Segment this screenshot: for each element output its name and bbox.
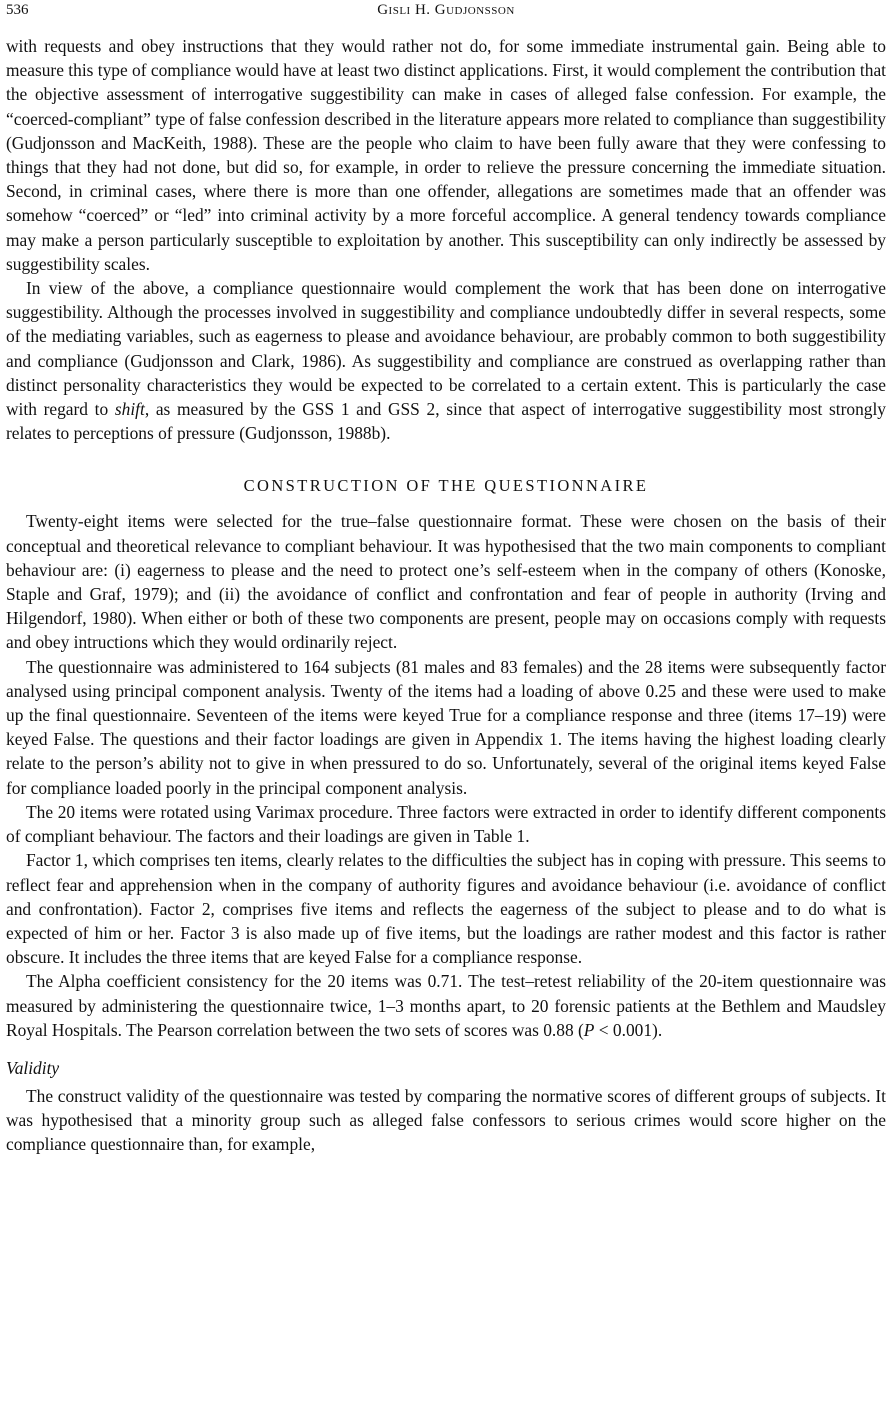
- intro-paragraph-2: [6, 276, 886, 445]
- intro-paragraph-2-italic-term: shift: [114, 399, 145, 420]
- section-paragraph-5: [6, 969, 886, 1042]
- page: [6, 0, 886, 1157]
- section-paragraph-5-text-a: The Alpha coefficient consistency for the 20 items was 0.71. The test–retest reliability of the 20-item questionnaire was measured by administering the questionnaire twice, 1–3 months apart, to 20 forensic patients at the Bethlem and Maudsley Royal Hospitals. The Pearson correlation between the two sets of scores was 0.88 (: [6, 971, 886, 1040]
- section-paragraph-3: The 20 items were rotated using Varimax procedure. Three factors were extracted in order to identify different components of compliant behaviour. The factors and their loadings are given in Table 1.: [6, 801, 886, 847]
- section-paragraph-5-italic-p: P: [583, 1019, 595, 1040]
- section-paragraph-5-text-b: < 0.001).: [594, 1019, 663, 1040]
- validity-paragraph-1: The construct validity of the questionnaire was tested by comparing the normative scores of different groups of subjects. It was hypothesised that a minority group such as alleged false confessors to serious crimes would score higher on the compliance questionnaire than, for example,: [6, 1085, 886, 1155]
- section-paragraph-1: Twenty-eight items were selected for the true–false questionnaire format. These were chosen on the basis of their conceptual and theoretical relevance to compliant behaviour. It was hypothesised that the two main components to compliant behaviour are: (i) eagerness to please and the need to protect one’s self-esteem when in the company of others (Konoske, Staple and Graf, 1979); and (ii) the avoidance of conflict and confrontation and fear of people in authority (Irving and Hilgendorf, 1980). When either or both of these two components are present, people may on occasions comply with requests and obey intructions which they would ordinarily reject.: [6, 511, 886, 653]
- intro-paragraph-1: with requests and obey instructions that they would rather not do, for some immediate instrumental gain. Being able to measure this type of compliance would have at least two distinct applications. First, it would complement the contribution that the objective assessment of interrogative suggestibility can make in cases of alleged false confession. For example, the “coerced-compliant” type of false confession described in the literature appears more related to compliance than suggestibility (Gudjonsson and MacKeith, 1988). These are the people who claim to have been fully aware that they were confessing to things that they had not done, but did so, for example, in order to relieve the pressure concerning the immediate situation. Second, in criminal cases, where there is more than one offender, allegations are sometimes made that an offender was somehow “coerced” or “led” into criminal activity by a more forceful accomplice. A general tendency towards compliance may make a person particularly susceptible to exploitation by another. This susceptibility can only indirectly be assessed by suggestibility scales.: [6, 36, 886, 274]
- validity-heading: Validity: [6, 1057, 60, 1078]
- intro-paragraph-2-text-b: , as measured by the GSS 1 and GSS 2, since that aspect of interrogative suggestibility most strongly relates to perceptions of pressure (Gudjonsson, 1988b).: [6, 399, 887, 444]
- intro-paragraph-2-text-a: In view of the above, a compliance questionnaire would complement the work that has been done on interrogative suggestibility. Although the processes involved in suggestibility and compliance undoubtedly differ in several respects, some of the mediating variables, such as eagerness to please and avoidance behaviour, are probably common to both suggestibility and compliance (Gudjonsson and Clark, 1986). As suggestibility and compliance are construed as overlapping rather than distinct personality characteristics they would be expected to be correlated to a certain extent. This is particularly the case with regard to: [6, 278, 886, 420]
- section-heading: CONSTRUCTION OF THE QUESTIONNAIRE: [243, 476, 649, 496]
- running-head: [6, 0, 886, 34]
- section-paragraph-2: The questionnaire was administered to 164 subjects (81 males and 83 females) and the 28 items were subsequently factor analysed using principal component analysis. Twenty of the items had a loading of above 0.25 and these were used to make up the final questionnaire. Seventeen of the items were keyed True for a compliance response and three (items 17–19) were keyed False. The questions and their factor loadings are given in Appendix 1. The items having the highest loading clearly relate to the person’s ability not to give in when pressured to do so. Unfortunately, several of the original items keyed False for compliance loaded poorly in the principal component analysis.: [6, 656, 886, 798]
- page-number: 536: [6, 2, 29, 18]
- running-head-author: Gisli H. Gudjonsson: [377, 2, 515, 18]
- section-paragraph-4: Factor 1, which comprises ten items, clearly relates to the difficulties the subject has in coping with pressure. This seems to reflect fear and apprehension when in the company of authority figures and avoidance behaviour (i.e. avoidance of conflict and confrontation). Factor 2, comprises five items and reflects the eagerness of the subject to please and to do what is expected of him or her. Factor 3 is also made up of five items, but the loadings are rather modest and this factor is rather obscure. It includes the three items that are keyed False for a compliance response.: [6, 850, 886, 968]
